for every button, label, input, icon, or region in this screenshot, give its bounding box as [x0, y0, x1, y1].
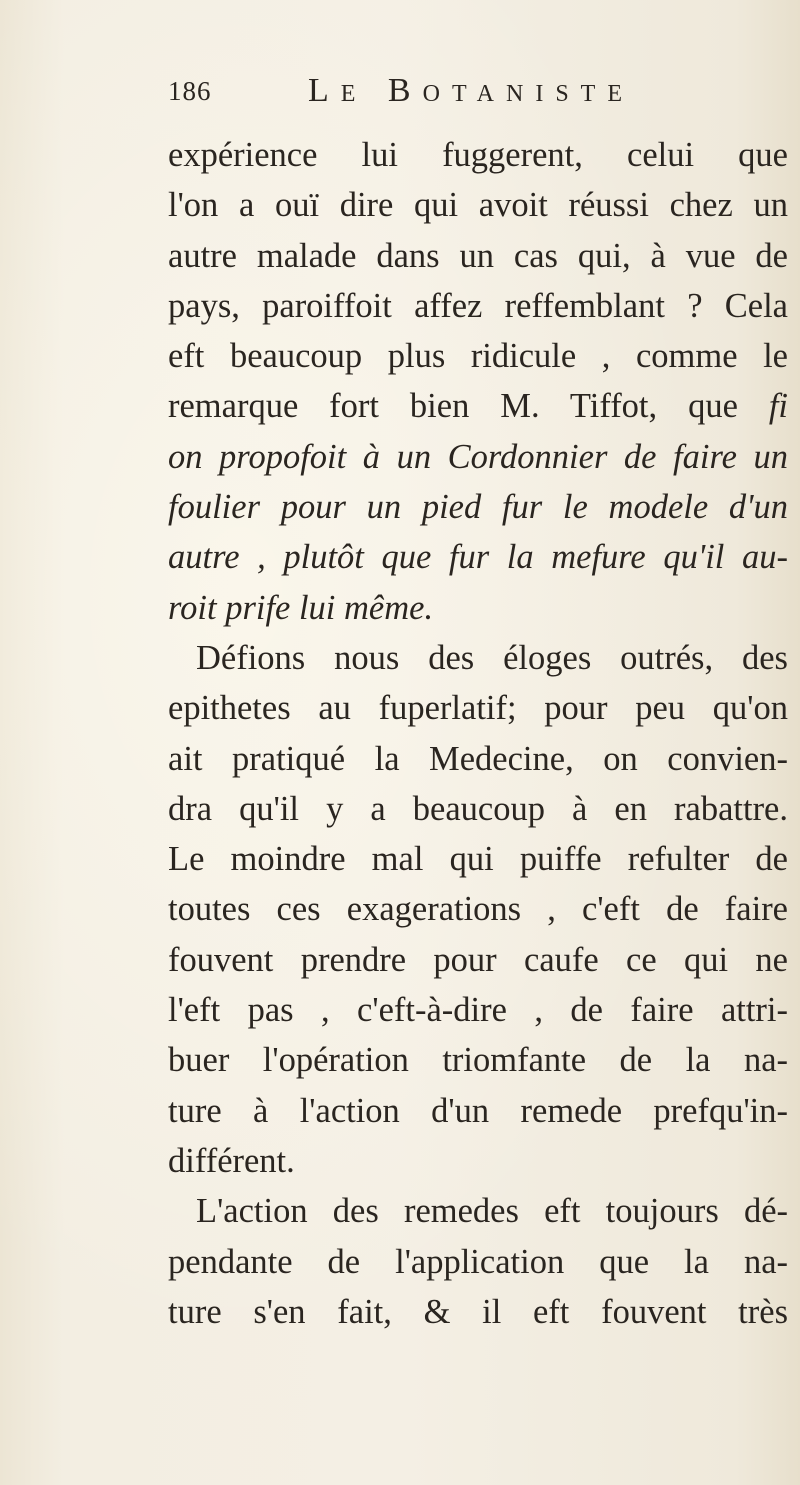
- text-line: pays, paroiffoit affez reffemblant ? Cela: [168, 286, 788, 325]
- page-header: [168, 72, 668, 116]
- text-line: roit prife lui même.: [168, 588, 434, 627]
- text-line: eft beaucoup plus ridicule , comme le: [168, 337, 788, 376]
- italic-word: fi: [768, 387, 788, 426]
- text-line: différent.: [168, 1141, 295, 1180]
- text-line: l'on a ouï dire qui avoit réussi chez un: [168, 186, 788, 225]
- running-title: Le Botaniste: [308, 72, 635, 109]
- page-number: 186: [168, 76, 212, 106]
- text-line: on propofoit à un Cordonnier de faire un: [168, 437, 788, 476]
- text-line: toutes ces exagerations , c'eft de faire: [168, 890, 788, 929]
- text-line: fouvent prendre pour caufe ce qui ne: [168, 940, 788, 979]
- text-line: autre malade dans un cas qui, à vue de: [168, 236, 788, 275]
- text-line: buer l'opération triomfante de la na-: [168, 1041, 788, 1080]
- text-line: Défions nous des éloges outrés, des: [196, 638, 788, 677]
- text-line: dra qu'il y a beaucoup à en rabattre.: [168, 789, 788, 828]
- body-text: [168, 130, 788, 1337]
- text-line: epithetes au fuperlatif; pour peu qu'on: [168, 689, 788, 728]
- text-line: pendante de l'application que la na-: [168, 1242, 788, 1281]
- text-line: ait pratiqué la Medecine, on convien-: [168, 739, 788, 778]
- text-line: Le moindre mal qui puiffe refulter de: [168, 840, 788, 879]
- text-line: remarque fort bien M. Tiffot, que fi: [168, 387, 788, 426]
- text-line: expérience lui fuggerent, celui que: [168, 136, 788, 174]
- text-line: ture s'en fait, & il eft fouvent très: [168, 1292, 788, 1331]
- text-line: ture à l'action d'un remede prefqu'in-: [168, 1091, 788, 1130]
- text-line: autre , plutôt que fur la mefure qu'il au-: [168, 538, 788, 577]
- text-line: foulier pour un pied fur le modele d'un: [168, 488, 788, 527]
- text-line: l'eft pas , c'eft-à-dire , de faire attri-: [168, 991, 788, 1030]
- text-line: L'action des remedes eft toujours dé-: [196, 1192, 788, 1231]
